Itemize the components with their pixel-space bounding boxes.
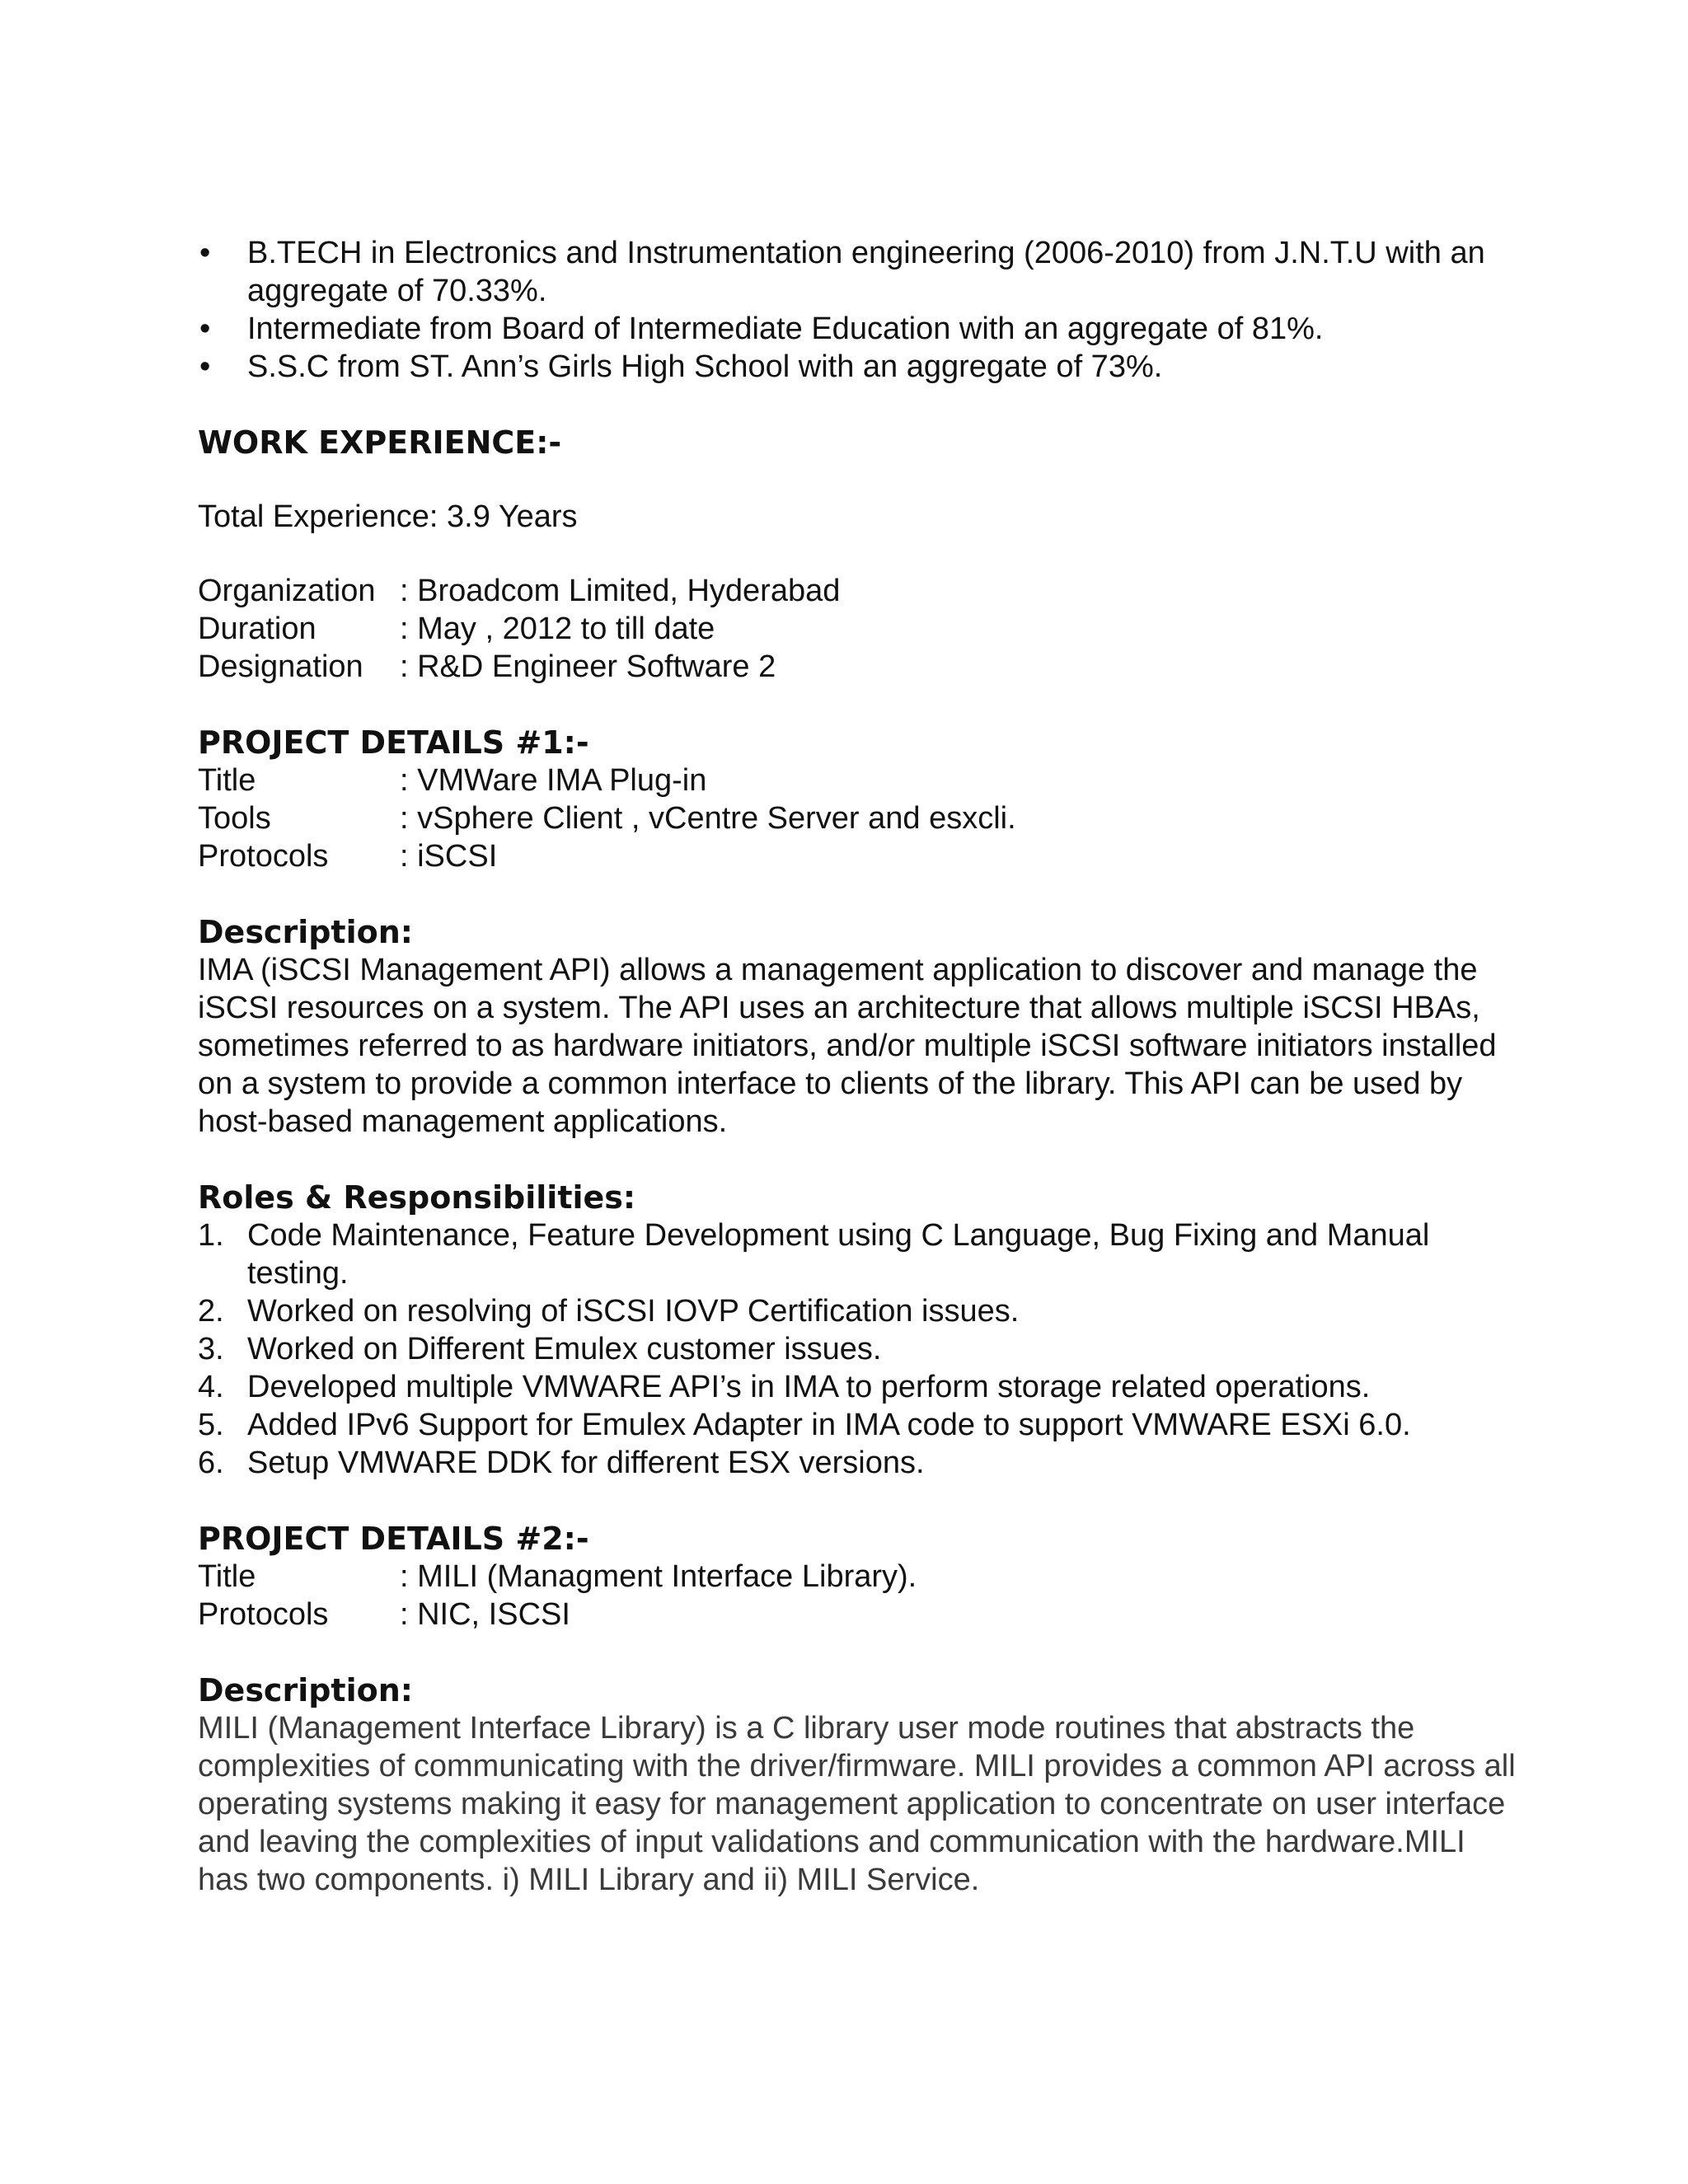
field-label: Title bbox=[198, 1559, 256, 1594]
field-value: : May , 2012 to till date bbox=[400, 612, 715, 646]
field-value: : R&D Engineer Software 2 bbox=[400, 649, 776, 684]
field-value: : NIC, ISCSI bbox=[400, 1597, 570, 1632]
role-item bbox=[198, 1444, 1517, 1482]
role-text: Worked on resolving of iSCSI IOVP Certification issues. bbox=[247, 1294, 1020, 1329]
field-value: : Broadcom Limited, Hyderabad bbox=[400, 574, 841, 608]
project1-title-row bbox=[198, 762, 1517, 799]
role-text: Code Maintenance, Feature Development using C Language, Bug Fixing and Manual testing. bbox=[247, 1218, 1430, 1291]
role-text: Developed multiple VMWARE API’s in IMA to perform storage related operations. bbox=[247, 1370, 1371, 1404]
field-value: : iSCSI bbox=[400, 839, 498, 874]
project1-description: IMA (iSCSI Management API) allows a management application to discover and manage the iSCSI resources on a system. The API uses an architecture that allows multiple iSCSI HBAs, sometimes referred to as hardware initiators, and/or multiple iSCSI software initiators installed on a system to provide a common interface to clients of the library. This API can be used by host-based management applications. bbox=[198, 953, 1497, 1139]
field-label: Duration bbox=[198, 612, 316, 646]
field-value: : vSphere Client , vCentre Server and esxcli. bbox=[400, 801, 1016, 836]
education-list bbox=[198, 234, 1517, 386]
field-label: Designation bbox=[198, 649, 363, 684]
field-value: : MILI (Managment Interface Library). bbox=[400, 1559, 917, 1594]
resume-content bbox=[198, 234, 1517, 1899]
role-item bbox=[198, 1292, 1517, 1330]
project1-tools-row bbox=[198, 799, 1517, 837]
role-text: Setup VMWARE DDK for different ESX versions. bbox=[247, 1446, 925, 1480]
project2-protocols-row bbox=[198, 1596, 1517, 1633]
field-label: Protocols bbox=[198, 839, 329, 874]
field-label: Title bbox=[198, 763, 256, 798]
designation-row bbox=[198, 648, 1517, 686]
organization-row bbox=[198, 572, 1517, 610]
project2-description: MILI (Management Interface Library) is a C library user mode routines that abstracts the complexities of communicating with the driver/firmware. MILI provides a common API across all operating systems making it easy for management application to concentrate on user interface and leaving the complexities of input validations and communication with the hardware.MILI has two components. i) MILI Library and ii) MILI Service. bbox=[198, 1711, 1516, 1897]
role-text: Added IPv6 Support for Emulex Adapter in IMA code to support VMWARE ESXi 6.0. bbox=[247, 1408, 1411, 1442]
roles-list bbox=[198, 1216, 1517, 1482]
project2-heading: PROJECT DETAILS #2:- bbox=[198, 1521, 589, 1557]
project1-heading: PROJECT DETAILS #1:- bbox=[198, 724, 589, 761]
education-item: • S.S.C from ST. Ann’s Girls High School with an aggregate of 73%. bbox=[198, 348, 1517, 386]
roles-heading: Roles & Responsibilities: bbox=[198, 1179, 636, 1216]
project2-description-heading: Description: bbox=[198, 1672, 413, 1708]
role-number: 5. bbox=[198, 1408, 224, 1442]
field-label: Organization bbox=[198, 574, 376, 608]
role-text: Worked on Different Emulex customer issues. bbox=[247, 1332, 882, 1366]
project1-protocols-row bbox=[198, 837, 1517, 875]
education-item: • Intermediate from Board of Intermediate Education with an aggregate of 81%. bbox=[198, 310, 1517, 348]
role-number: 6. bbox=[198, 1446, 224, 1480]
role-item bbox=[198, 1368, 1517, 1406]
project2-title-row bbox=[198, 1558, 1517, 1596]
role-number: 4. bbox=[198, 1370, 224, 1404]
work-experience-heading: WORK EXPERIENCE:- bbox=[198, 424, 562, 461]
field-value: : VMWare IMA Plug-in bbox=[400, 763, 707, 798]
role-number: 2. bbox=[198, 1294, 224, 1329]
role-item bbox=[198, 1216, 1517, 1292]
role-number: 3. bbox=[198, 1332, 224, 1366]
role-number: 1. bbox=[198, 1218, 224, 1253]
duration-row bbox=[198, 610, 1517, 648]
total-experience: Total Experience: 3.9 Years bbox=[198, 499, 578, 534]
role-item bbox=[198, 1406, 1517, 1444]
field-label: Tools bbox=[198, 801, 271, 836]
project1-description-heading: Description: bbox=[198, 914, 413, 950]
role-item bbox=[198, 1330, 1517, 1368]
education-item: • B.TECH in Electronics and Instrumentation engineering (2006-2010) from J.N.T.U with an aggregate of 70.33%. bbox=[198, 234, 1517, 310]
field-label: Protocols bbox=[198, 1597, 329, 1632]
